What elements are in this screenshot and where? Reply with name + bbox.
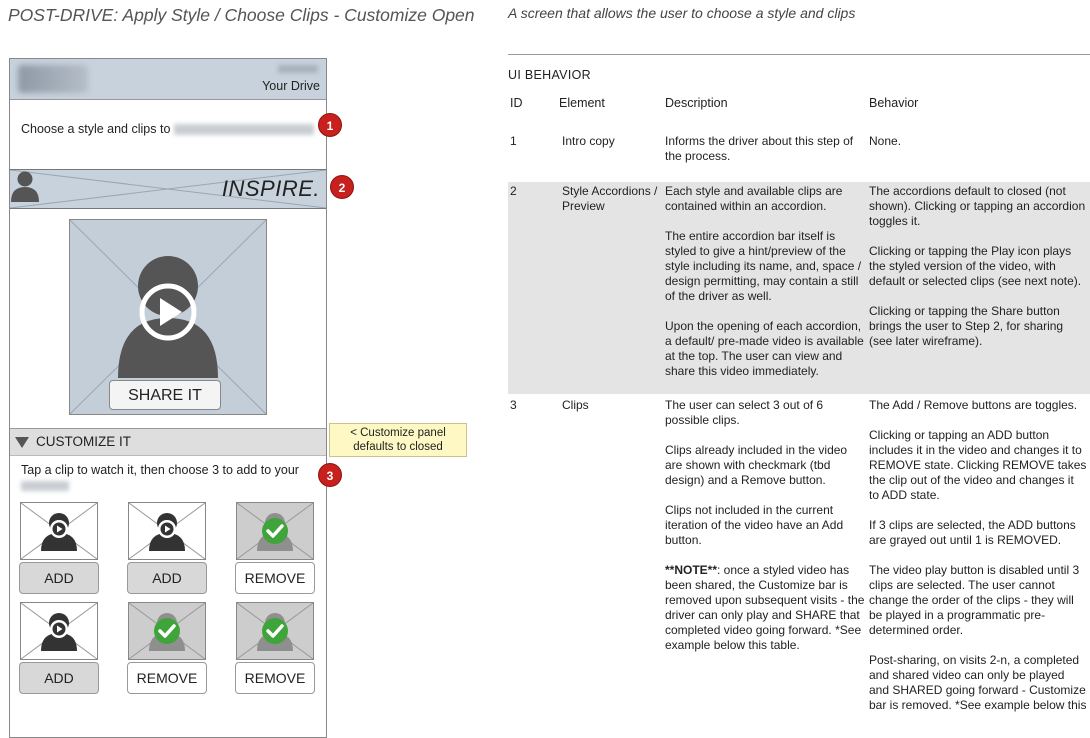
description-paragraph: Clips already included in the video are shown with checkmark (tbd design) and a Remove button. xyxy=(665,443,848,487)
customize-bar[interactable] xyxy=(10,428,326,456)
remove-clip-button[interactable]: REMOVE xyxy=(127,662,207,694)
checkmark-icon xyxy=(237,603,313,659)
behavior-paragraph: Post-sharing, on visits 2-n, a completed and shared video can only be played and SHARED going forward - Customize bar is removed. *See example below this xyxy=(869,653,1087,712)
remove-clip-button[interactable]: REMOVE xyxy=(235,662,315,694)
play-icon xyxy=(129,503,205,559)
callout-line-1: < Customize panel xyxy=(350,427,446,439)
add-clip-button[interactable]: ADD xyxy=(127,562,207,594)
badge-1: 1 xyxy=(318,113,342,137)
play-icon xyxy=(21,503,97,559)
your-drive-link[interactable]: Your Drive xyxy=(262,79,320,93)
column-header-behavior: Behavior xyxy=(869,96,919,110)
row-3-element: Clips xyxy=(562,398,589,412)
divider xyxy=(508,54,1090,55)
row-1-id: 1 xyxy=(510,134,517,148)
clip-thumbnail[interactable] xyxy=(20,602,98,660)
behavior-paragraph: Clicking or tapping an ADD button includes it in the video and changes it to REMOVE state. Clicking REMOVE takes the clip out of the video and changes it to ADD state. xyxy=(869,428,1087,502)
column-header-element: Element xyxy=(559,96,605,110)
description-paragraph: The user can select 3 out of 6 possible clips. xyxy=(665,398,824,427)
clip-thumbnail[interactable] xyxy=(236,602,314,660)
row-3-behavior xyxy=(869,398,1087,713)
page-title: POST-DRIVE: Apply Style / Choose Clips - Customize Open xyxy=(8,5,475,25)
blurred-text xyxy=(21,481,69,491)
row-3-id: 3 xyxy=(510,398,517,412)
behavior-paragraph: The video play button is disabled until 3 clips are selected. The user cannot change the order of the clips - they will be played in a programmatic pre-determined order. xyxy=(869,563,1080,637)
row-2-id: 2 xyxy=(510,184,517,198)
behavior-paragraph: Clicking or tapping the Play icon plays the styled version of the video, with default or selected clips (see next note). xyxy=(869,244,1082,288)
row-2-description xyxy=(665,184,865,379)
description-paragraph: Each style and available clips are contained within an accordion. xyxy=(665,184,843,213)
intro-copy xyxy=(21,122,314,136)
page-subtitle: A screen that allows the user to choose a style and clips xyxy=(508,5,856,21)
app-header xyxy=(10,59,326,100)
badge-2: 2 xyxy=(330,175,354,199)
clip-thumbnail[interactable] xyxy=(128,502,206,560)
row-3-description xyxy=(665,398,865,653)
annotation-callout xyxy=(329,423,467,457)
logo-placeholder xyxy=(18,65,88,93)
checkmark-icon xyxy=(237,503,313,559)
behavior-paragraph: None. xyxy=(869,134,902,148)
behavior-paragraph: The accordions default to closed (not shown). Clicking or tapping an accordion toggles it. xyxy=(869,184,1086,228)
share-button[interactable]: SHARE IT xyxy=(109,380,221,410)
description-paragraph: The entire accordion bar itself is styled to give a hint/preview of the style including its name, and, space / design permitting, may contain a still of the driver as well. xyxy=(665,229,862,303)
driver-avatar-icon xyxy=(10,170,40,202)
username-placeholder xyxy=(278,65,318,73)
description-paragraph: Clips not included in the current iteration of the video have an Add button. xyxy=(665,503,844,547)
play-icon xyxy=(21,603,97,659)
row-2-element: Style Accordions / Preview xyxy=(562,184,658,213)
behavior-paragraph: If 3 clips are selected, the ADD buttons are grayed out until 1 is REMOVED. xyxy=(869,518,1076,547)
accordion-style-name: INSPIRE. xyxy=(221,176,320,201)
checkmark-icon xyxy=(129,603,205,659)
customize-instructions: Tap a clip to watch it, then choose 3 to add to your xyxy=(21,463,299,477)
description-paragraph: **NOTE**: once a styled video has been shared, the Customize bar is removed upon subsequent visits - the driver can only play and SHARE that completed video going forward. *See example below this table. xyxy=(665,563,865,652)
description-paragraph: Upon the opening of each accordion, a default/ pre-made video is available at the top. The user can view and share this video immediately. xyxy=(665,319,864,378)
callout-line-2: defaults to closed xyxy=(353,441,443,453)
clip-thumbnail[interactable] xyxy=(236,502,314,560)
description-paragraph: Informs the driver about this step of the process. xyxy=(665,134,854,163)
row-1-description xyxy=(665,134,865,164)
chevron-down-icon xyxy=(15,437,29,448)
clip-thumbnail[interactable] xyxy=(20,502,98,560)
clip-thumbnail[interactable] xyxy=(128,602,206,660)
add-clip-button[interactable]: ADD xyxy=(19,562,99,594)
badge-3: 3 xyxy=(318,463,342,487)
blurred-name xyxy=(174,124,314,135)
phone-wireframe xyxy=(9,58,327,738)
row-1-behavior xyxy=(869,134,1087,149)
intro-text: Choose a style and clips to xyxy=(21,122,171,136)
add-clip-button[interactable]: ADD xyxy=(19,662,99,694)
style-accordion[interactable] xyxy=(10,169,326,209)
row-2-behavior xyxy=(869,184,1087,349)
column-header-id: ID xyxy=(510,96,523,110)
row-1-element: Intro copy xyxy=(562,134,615,148)
column-header-description: Description xyxy=(665,96,728,110)
behavior-paragraph: Clicking or tapping the Share button brings the user to Step 2, for sharing (see later wireframe). xyxy=(869,304,1064,348)
customize-label: CUSTOMIZE IT xyxy=(36,434,132,449)
remove-clip-button[interactable]: REMOVE xyxy=(235,562,315,594)
behavior-paragraph: The Add / Remove buttons are toggles. xyxy=(869,398,1078,412)
table-heading: UI BEHAVIOR xyxy=(508,68,591,82)
